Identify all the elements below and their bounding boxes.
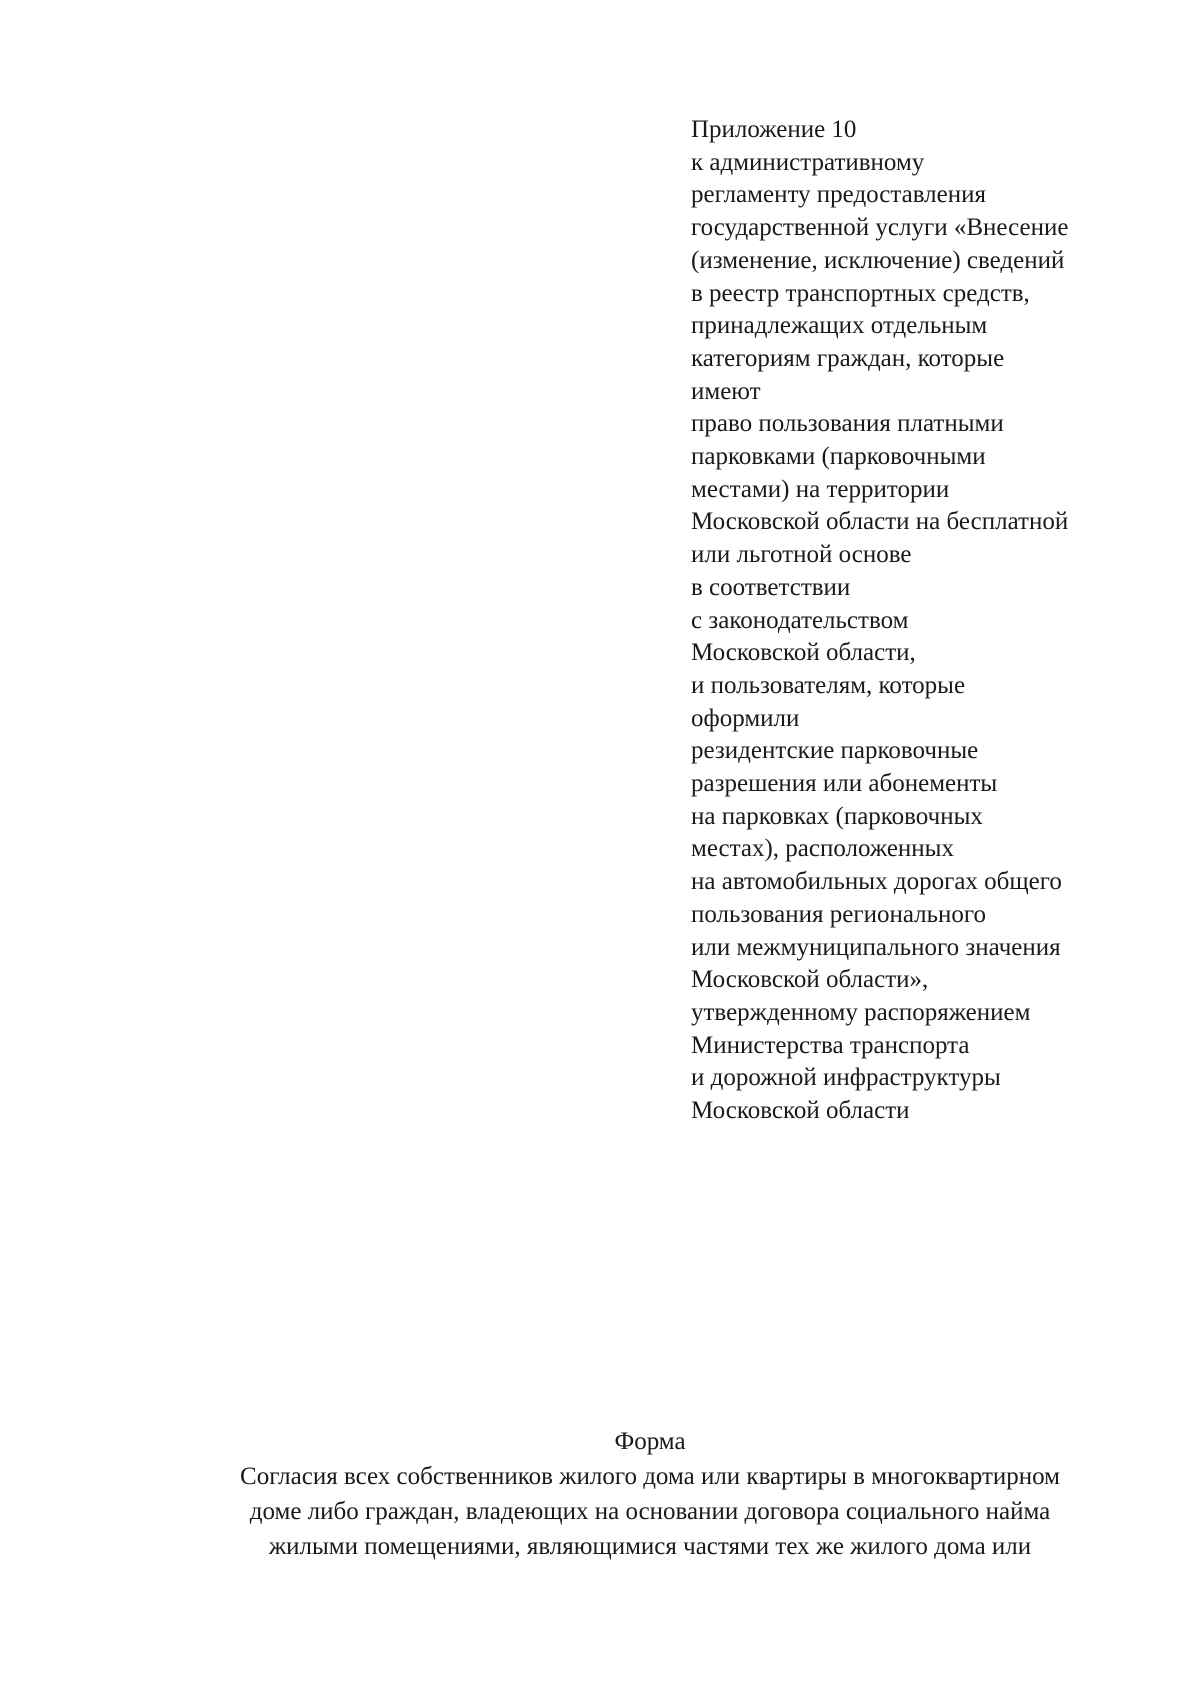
appendix-line: на автомобильных дорогах общего [691,868,1062,896]
appendix-line: местах), расположенных [691,835,954,863]
form-description-line: доме либо граждан, владеющих на основании договора социального найма [249,1498,1051,1525]
appendix-line: и пользователям, которые [691,671,966,699]
form-title: Форма [614,1428,686,1455]
form-description-line: жилыми помещениями, являющимися частями тех же жилого дома или [268,1533,1032,1560]
appendix-line: Московской области на бесплатной [691,508,1069,536]
appendix-line: регламенту предоставления [691,181,987,209]
appendix-line: (изменение, исключение) сведений [691,246,1065,274]
appendix-line: к административному [691,148,925,176]
form-description-line: Согласия всех собственников жилого дома или квартиры в многоквартирном [240,1463,1060,1490]
appendix-line: оформили [691,704,800,732]
appendix-line: в реестр транспортных средств, [691,279,1030,307]
appendix-line: Московской области, [691,639,916,667]
appendix-line: с законодательством [691,606,909,634]
form-heading [150,1424,1150,1564]
appendix-line: резидентские парковочные [691,737,979,765]
appendix-line: Министерства транспорта [691,1031,970,1059]
appendix-line: утвержденному распоряжением [691,998,1031,1026]
appendix-line: право пользования платными [691,410,1004,438]
appendix-line: или межмуниципального значения [691,933,1061,961]
appendix-line: разрешения или абонементы [691,770,998,798]
appendix-line: категориям граждан, которые [691,344,1005,372]
appendix-line: на парковках (парковочных [691,802,983,830]
appendix-line: местами) на территории [691,475,950,503]
appendix-line: Московской области [691,1097,910,1125]
appendix-line: парковками (парковочными [691,443,986,471]
appendix-header [691,114,1171,1128]
appendix-line: принадлежащих отдельным [691,312,988,340]
appendix-line: Московской области», [691,966,929,994]
appendix-title: Приложение 10 [691,116,857,143]
appendix-line: имеют [691,377,761,405]
appendix-line: в соответствии [691,573,851,601]
appendix-line: государственной услуги «Внесение [691,214,1069,242]
appendix-line: или льготной основе [691,541,912,569]
appendix-line: и дорожной инфраструктуры [691,1064,1001,1092]
appendix-line: пользования регионального [691,900,987,928]
